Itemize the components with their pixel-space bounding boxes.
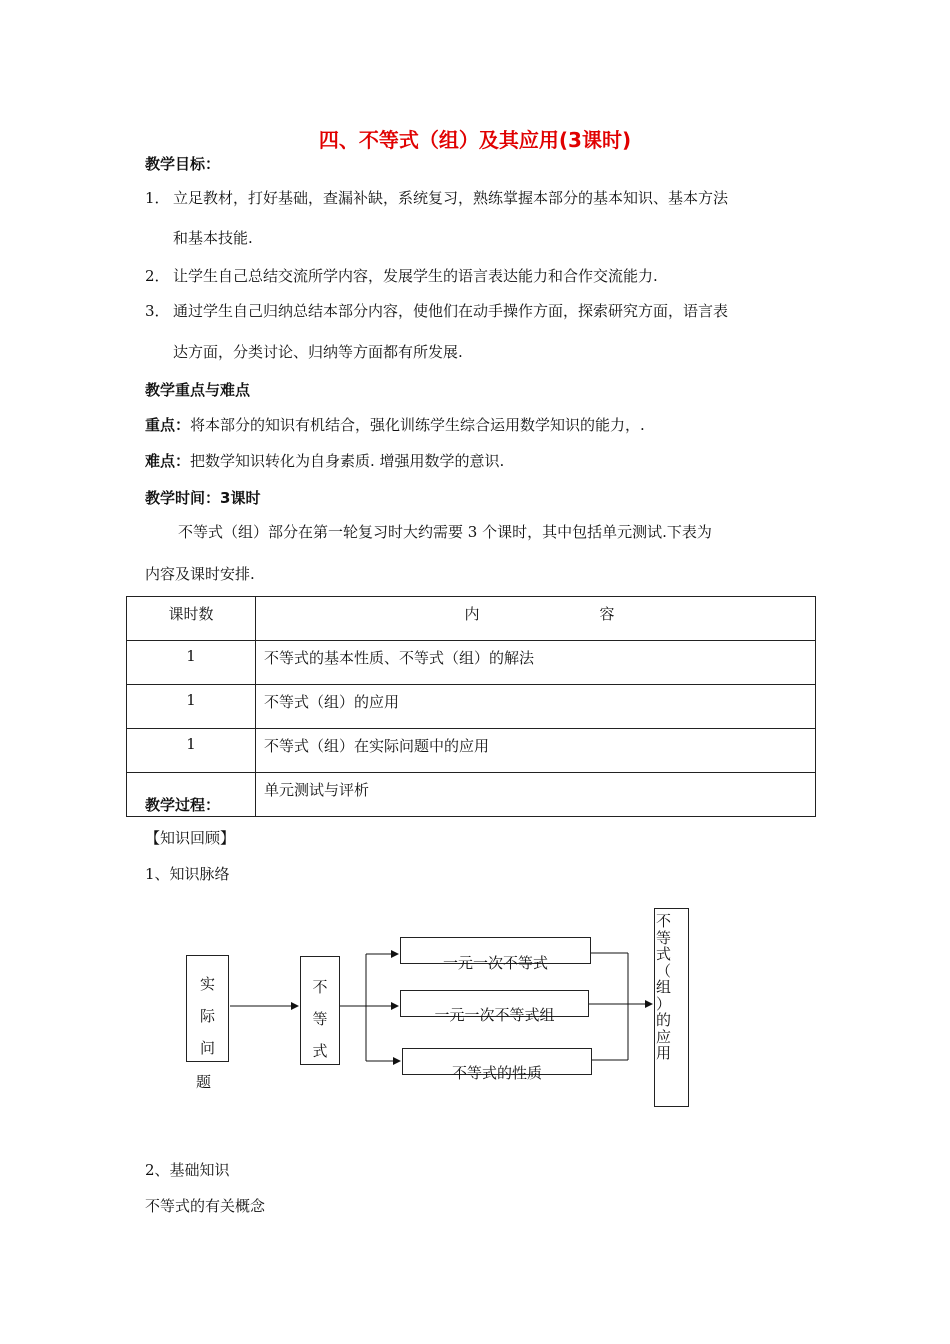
result-char: 的 (656, 1011, 672, 1029)
objective-1-line1: 立足教材，打好基础，查漏补缺，系统复习，熟练掌握本部分的基本知识、基本方法 (173, 189, 729, 207)
result-char: 应 (656, 1027, 672, 1046)
row-content: 不等式（组）在实际问题中的应用 (256, 729, 816, 773)
row-content: 不等式的基本性质、不等式（组）的解法 (256, 641, 816, 685)
objective-1-line2: 和基本技能. (173, 229, 253, 247)
branch2-label: 一元一次不等式组 (434, 1006, 555, 1024)
box-real-problem (186, 955, 229, 1062)
time-heading: 教学时间：3课时 (145, 489, 261, 507)
objective-3-line1: 通过学生自己归纳总结本部分内容，使他们在动手操作方面，探索研究方面，语言表 (173, 302, 729, 320)
row-hours: 1 (127, 641, 256, 685)
box2-char: 不 (312, 978, 328, 996)
difficulty-text: 把数学知识转化为自身素质. 增强用数学的意识. (190, 452, 505, 470)
review-heading: 【知识回顾】 (145, 829, 236, 847)
branch1-label: 一元一次不等式 (442, 954, 548, 972)
header-content-a: 内 (464, 605, 480, 623)
objective-2-line1: 让学生自己总结交流所学内容，发展学生的语言表达能力和合作交流能力. (173, 267, 658, 285)
result-char: ） (656, 994, 672, 1013)
box2-char: 等 (312, 1010, 328, 1028)
box1-char: 问 (199, 1039, 215, 1057)
branch3-label: 不等式的性质 (451, 1064, 542, 1082)
focus-text: 将本部分的知识有机结合，强化训练学生综合运用数学知识的能力，. (190, 416, 645, 434)
result-char: （ (656, 961, 672, 980)
objective-3-num: 3． (145, 302, 170, 320)
result-char: 组 (656, 978, 672, 996)
result-char: 等 (656, 928, 672, 947)
section2-subheading: 不等式的有关概念 (145, 1197, 266, 1215)
intro-line1: 不等式（组）部分在第一轮复习时大约需要 3 个课时，其中包括单元测试.下表为 (178, 523, 712, 541)
box1-char-outside: 题 (196, 1073, 212, 1091)
header-hours: 课时数 (127, 597, 256, 641)
box-inequality (300, 956, 340, 1065)
box-result (654, 908, 689, 1107)
box1-char: 际 (199, 1007, 215, 1025)
row-content: 单元测试与评析 (256, 773, 816, 817)
objective-3-line2: 达方面，分类讨论、归纳等方面都有所发展. (173, 343, 463, 361)
section1-heading: 1、知识脉络 (145, 865, 230, 883)
result-char: 用 (656, 1044, 672, 1062)
row-hours: 1 (127, 685, 256, 729)
result-char: 不 (656, 912, 672, 930)
section2-heading: 2、基础知识 (145, 1161, 230, 1179)
key-points-heading: 教学重点与难点 (145, 381, 251, 399)
intro-line2: 内容及课时安排. (145, 565, 255, 583)
box1-char: 实 (199, 975, 215, 993)
page-title: 四、不等式（组）及其应用(3课时) (318, 128, 632, 152)
objective-2-num: 2． (145, 267, 170, 285)
result-char: 式 (656, 945, 672, 963)
row-content: 不等式（组）的应用 (256, 685, 816, 729)
header-content-b: 容 (599, 605, 615, 623)
box2-char: 式 (312, 1042, 328, 1060)
focus-label: 重点： (145, 416, 191, 434)
process-heading: 教学过程： (145, 796, 221, 814)
objectives-heading: 教学目标： (145, 155, 221, 173)
objective-1-num: 1． (145, 189, 170, 207)
difficulty-label: 难点： (145, 452, 191, 470)
row-hours: 1 (127, 729, 256, 773)
